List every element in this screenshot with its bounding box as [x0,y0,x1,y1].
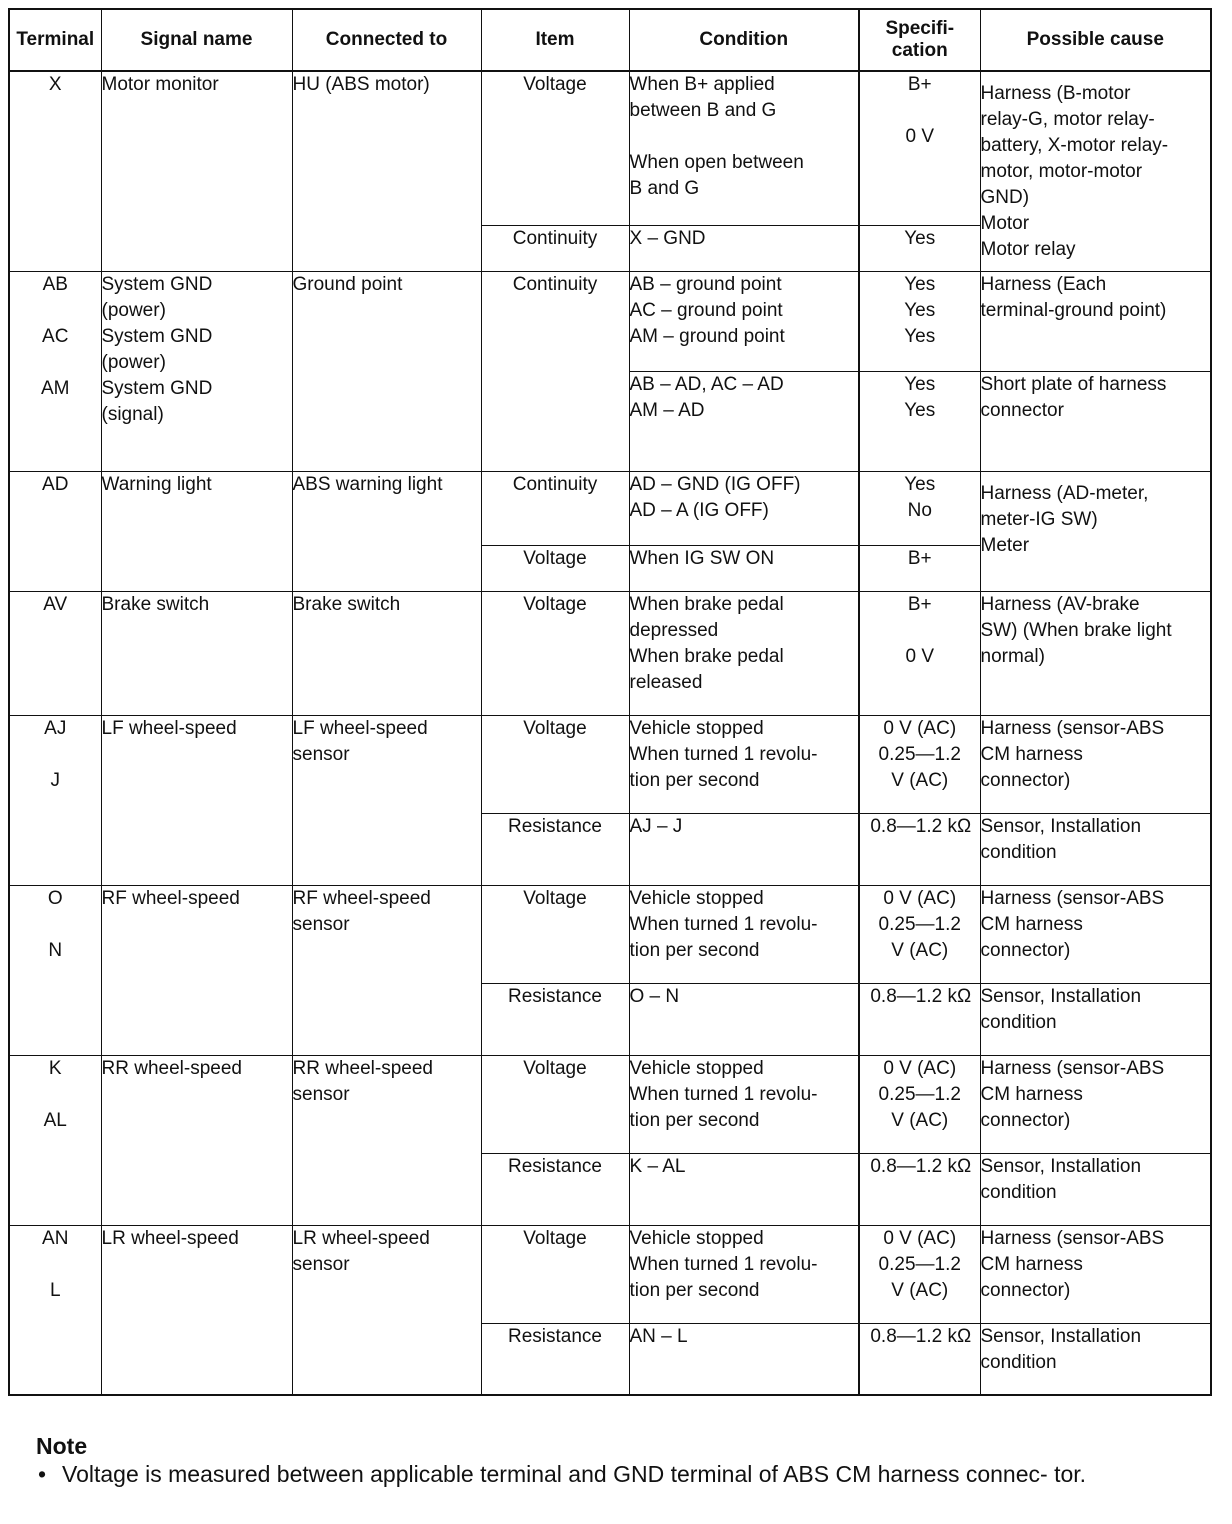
condition-line: tion per second [629,1109,760,1131]
spec-cell [859,1055,980,1153]
cause-line: SW) (When brake light [980,619,1172,641]
spec-line: 0 V (AC) [883,887,957,909]
condition-line: When turned 1 revolu- [629,1253,818,1275]
connected-cell [292,1055,481,1225]
condition-cell [629,885,859,983]
cause-cell [980,983,1211,1055]
header-row [9,9,1211,71]
note-title: Note [36,1433,88,1459]
item-cell: Continuity [481,225,629,271]
note-section [36,1432,1216,1488]
connected-cell: Brake switch [292,591,481,715]
cause-cell [980,1153,1211,1225]
connected-cell [292,1225,481,1395]
spec-cell [859,1225,980,1323]
spec-line: 0 V (AC) [883,1227,957,1249]
cause-line: Harness (sensor-ABS [980,717,1165,739]
item-cell: Voltage [481,71,629,225]
spec-cell: 0.8—1.2 kΩ [859,1323,980,1395]
spec-line: 0.25—1.2 [878,1083,961,1105]
cause-line: condition [980,841,1057,863]
condition-cell: X – GND [629,225,859,271]
header-spec-line: Specifi- [885,18,955,39]
header-item: Item [481,9,629,71]
terminal-cell: AD [9,471,101,591]
spec-line: V (AC) [891,769,949,791]
table-row [9,591,1211,715]
condition-line: depressed [629,619,719,641]
condition-cell [629,371,859,471]
spec-cell [859,471,980,545]
note-text: Voltage is measured between applicable terminal and GND terminal of ABS CM harness connec- tor. [62,1461,1087,1487]
condition-line: Vehicle stopped [629,1227,764,1249]
item-cell: Voltage [481,715,629,813]
spec-cell: 0.8—1.2 kΩ [859,813,980,885]
header-spec-line: cation [891,40,948,61]
cause-line: Harness (sensor-ABS [980,1057,1165,1079]
terminal-cell [9,1055,101,1225]
spec-cell [859,371,980,471]
signal-cell: RR wheel-speed [101,1055,292,1225]
signal-line: (power) [101,351,166,373]
condition-cell: O – N [629,983,859,1055]
terminal-cell [9,271,101,471]
condition-line: When B+ applied [629,74,775,95]
cause-line: GND) [980,187,1030,208]
cause-line: connector) [980,1279,1071,1301]
cause-cell [980,71,1211,271]
signal-cell: Warning light [101,471,292,591]
cause-line: relay-G, motor relay- [980,109,1155,130]
terminal-cell [9,715,101,885]
condition-line: B and G [629,178,700,199]
spec-line: 0.25—1.2 [878,1253,961,1275]
terminal-cell: X [9,71,101,271]
terminal-cell [9,1225,101,1395]
spec-line: No [907,499,932,521]
cause-line: Meter [980,534,1030,556]
spec-cell: 0.8—1.2 kΩ [859,983,980,1055]
condition-cell: AN – L [629,1323,859,1395]
cause-cell [980,885,1211,983]
cause-line: Sensor, Installation [980,985,1142,1007]
signal-cell: Motor monitor [101,71,292,271]
header-signal-name: Signal name [101,9,292,71]
item-cell: Voltage [481,545,629,591]
header-connected-to: Connected to [292,9,481,71]
spec-line: Yes [904,373,936,395]
condition-line: When brake pedal [629,645,784,667]
connected-cell [292,715,481,885]
item-cell: Resistance [481,983,629,1055]
condition-line: When open between [629,152,804,173]
condition-line: When brake pedal [629,593,784,615]
condition-cell: AJ – J [629,813,859,885]
condition-line: AC – ground point [629,299,783,321]
cause-line: connector) [980,1109,1071,1131]
signal-cell: Brake switch [101,591,292,715]
terminal-cell: AV [9,591,101,715]
signal-line: System GND [101,377,213,399]
table-row [9,271,1211,371]
terminal-line: AC [42,325,69,347]
condition-cell: When IG SW ON [629,545,859,591]
cause-cell [980,371,1211,471]
cause-line: battery, X-motor relay- [980,135,1169,156]
signal-line: (power) [101,299,166,321]
connected-line: RR wheel-speed [292,1057,433,1079]
spec-cell [859,715,980,813]
cause-line: condition [980,1181,1057,1203]
terminal-line: AL [43,1109,67,1131]
item-cell: Voltage [481,1055,629,1153]
spec-line: B+ [907,74,932,95]
connected-line: LF wheel-speed [292,717,428,739]
spec-cell: B+ [859,545,980,591]
spec-cell [859,71,980,225]
header-possible-cause: Possible cause [980,9,1211,71]
connected-line: sensor [292,913,350,935]
cause-line: Harness (AV-brake [980,593,1140,615]
condition-line: tion per second [629,1279,760,1301]
spec-line: 0 V (AC) [883,717,957,739]
terminal-cell [9,885,101,1055]
connected-line: LR wheel-speed [292,1227,430,1249]
spec-cell: Yes [859,225,980,271]
cause-line: CM harness [980,913,1083,935]
spec-line: Yes [904,299,936,321]
terminal-line: N [48,939,63,961]
cause-line: CM harness [980,743,1083,765]
cause-line: CM harness [980,1083,1083,1105]
cause-line: Harness (sensor-ABS [980,887,1165,909]
cause-line: Short plate of harness [980,373,1167,395]
spec-line: V (AC) [891,939,949,961]
condition-line: Vehicle stopped [629,717,764,739]
connected-cell: ABS warning light [292,471,481,591]
connected-cell: HU (ABS motor) [292,71,481,271]
spec-line: 0.25—1.2 [878,743,961,765]
condition-line: AD – GND (IG OFF) [629,473,801,495]
spec-line: B+ [907,593,932,615]
header-terminal: Terminal [9,9,101,71]
spec-cell [859,271,980,371]
item-cell: Resistance [481,1153,629,1225]
condition-line: AM – AD [629,399,705,421]
cause-line: Sensor, Installation [980,1325,1142,1347]
cause-line: Sensor, Installation [980,815,1142,837]
connected-line: RF wheel-speed [292,887,431,909]
cause-line: connector [980,399,1064,421]
table-row [9,71,1211,225]
cause-cell [980,1225,1211,1323]
cause-line: meter-IG SW) [980,508,1098,530]
condition-line: AM – ground point [629,325,785,347]
cause-cell [980,591,1211,715]
cause-cell [980,715,1211,813]
cause-line: Harness (Each [980,273,1107,295]
cause-cell [980,1055,1211,1153]
item-cell: Continuity [481,471,629,545]
spec-line: Yes [904,273,936,295]
condition-cell [629,471,859,545]
terminal-line: AM [41,377,70,399]
connected-line: sensor [292,1083,350,1105]
spec-line: V (AC) [891,1279,949,1301]
signal-cell: LF wheel-speed [101,715,292,885]
note-item [36,1460,1216,1488]
spec-line: 0 V [905,645,935,667]
terminal-line: J [50,769,60,791]
cause-line: Sensor, Installation [980,1155,1142,1177]
spec-line: 0 V [905,126,935,147]
condition-cell [629,1225,859,1323]
spec-line: Yes [904,399,936,421]
spec-line: 0.25—1.2 [878,913,961,935]
condition-line: tion per second [629,769,760,791]
cause-line: connector) [980,769,1071,791]
item-cell: Voltage [481,1225,629,1323]
cause-line: Harness (sensor-ABS [980,1227,1165,1249]
condition-line: Vehicle stopped [629,887,764,909]
connected-line: sensor [292,1253,350,1275]
condition-line: between B and G [629,100,777,121]
cause-cell [980,813,1211,885]
table-row [9,471,1211,545]
signal-cell: RF wheel-speed [101,885,292,1055]
terminal-line: AB [42,273,68,295]
spec-line: Yes [904,325,936,347]
connected-cell: Ground point [292,271,481,471]
condition-line: When turned 1 revolu- [629,913,818,935]
condition-cell [629,715,859,813]
table-row [9,1225,1211,1323]
connected-cell [292,885,481,1055]
cause-line: connector) [980,939,1071,961]
item-cell: Resistance [481,1323,629,1395]
terminal-line: AJ [44,717,67,739]
condition-line: When turned 1 revolu- [629,743,818,765]
spec-cell: 0.8—1.2 kΩ [859,1153,980,1225]
spec-cell [859,591,980,715]
terminal-line: K [48,1057,62,1079]
terminal-inspection-table [8,8,1212,1396]
table-row [9,885,1211,983]
header-specification [859,9,980,71]
spec-cell [859,885,980,983]
cause-line: condition [980,1011,1057,1033]
cause-line: Motor relay [980,239,1076,260]
condition-line: AD – A (IG OFF) [629,499,769,521]
cause-line: Motor [980,213,1030,234]
connected-line: sensor [292,743,350,765]
item-cell: Voltage [481,591,629,715]
condition-cell [629,71,859,225]
condition-line: tion per second [629,939,760,961]
spec-line: V (AC) [891,1109,949,1131]
bullet-icon: • [38,1461,47,1487]
condition-line: AB – ground point [629,273,782,295]
signal-cell [101,271,292,471]
table-row [9,1055,1211,1153]
item-cell: Continuity [481,271,629,471]
condition-cell [629,591,859,715]
condition-line: released [629,671,703,693]
terminal-line: L [49,1279,61,1301]
signal-cell: LR wheel-speed [101,1225,292,1395]
cause-line: CM harness [980,1253,1083,1275]
item-cell: Resistance [481,813,629,885]
spec-line: Yes [904,473,936,495]
terminal-line: AN [42,1227,69,1249]
cause-cell [980,271,1211,371]
condition-cell [629,1055,859,1153]
cause-line: motor, motor-motor [980,161,1143,182]
condition-line: AB – AD, AC – AD [629,373,784,395]
signal-line: System GND [101,273,213,295]
header-condition: Condition [629,9,859,71]
table-row [9,715,1211,813]
condition-line: When turned 1 revolu- [629,1083,818,1105]
spec-line: 0 V (AC) [883,1057,957,1079]
cause-cell [980,471,1211,591]
signal-line: (signal) [101,403,164,425]
cause-line: Harness (B-motor [980,83,1131,104]
cause-line: condition [980,1351,1057,1373]
signal-line: System GND [101,325,213,347]
item-cell: Voltage [481,885,629,983]
cause-line: terminal-ground point) [980,299,1167,321]
condition-line: Vehicle stopped [629,1057,764,1079]
condition-cell: K – AL [629,1153,859,1225]
cause-cell [980,1323,1211,1395]
terminal-line: O [47,887,63,909]
cause-line: Harness (AD-meter, [980,482,1149,504]
cause-line: normal) [980,645,1045,667]
condition-cell [629,271,859,371]
